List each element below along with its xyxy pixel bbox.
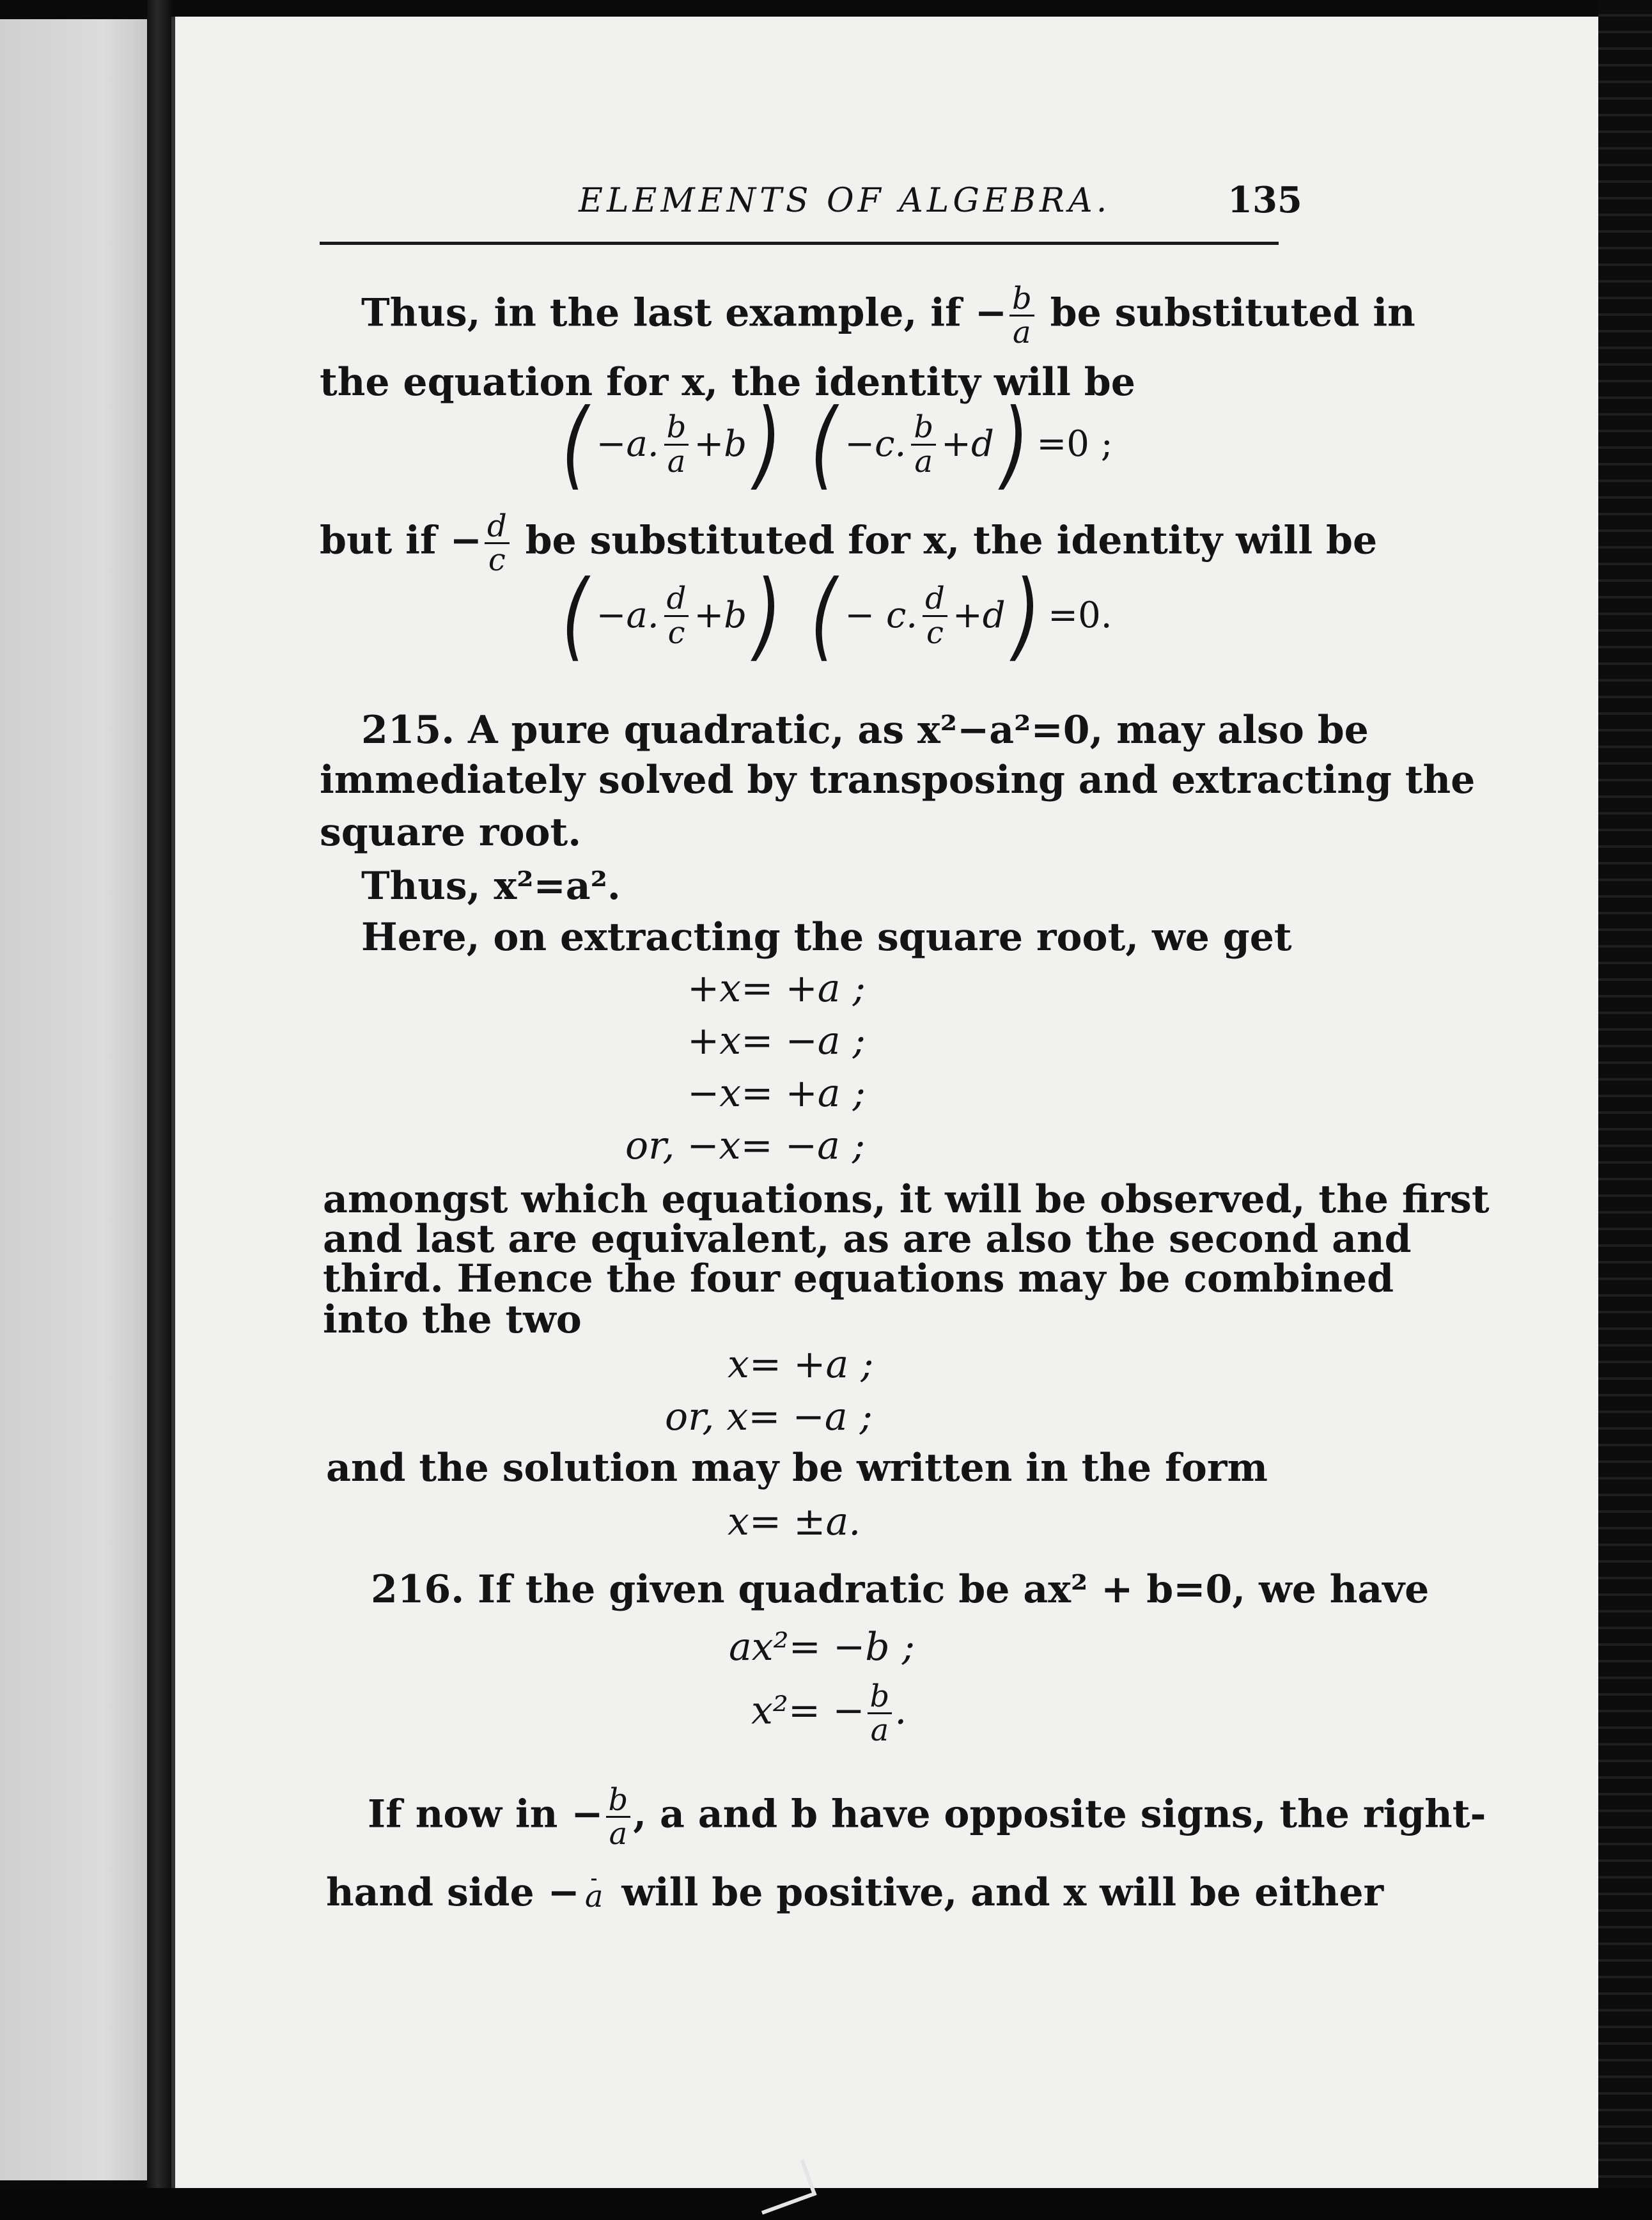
running-header: ELEMENTS OF ALGEBRA. [579,182,1111,220]
fraction [923,582,947,649]
numerator: d [485,510,510,544]
paragraph-line: square root. [320,810,582,855]
text-run: A pure quadratic, as x²−a²=0, may also be [468,708,1369,753]
fraction [664,411,689,478]
section-number: 216. [371,1567,465,1612]
denominator: a [870,1712,889,1749]
close-paren: ) [754,389,781,500]
fraction [664,582,689,649]
eq-term: =0 ; [1036,423,1113,465]
eq-term: −c. [845,423,907,465]
denominator: c [667,614,685,651]
root-equation: or, −x= −a ; [625,1123,866,1168]
quadratic-equation: ax²= −b ; [729,1625,915,1669]
fraction [485,510,510,577]
numerator: b [606,1784,631,1818]
eq-term: +b [694,423,747,465]
eq-term: x²= − [751,1688,865,1733]
open-paren: ( [810,389,837,500]
combined-equation: or, x= −a ; [665,1395,873,1439]
denominator: a [584,1878,604,1914]
header-rule [320,242,1279,245]
numerator: b [664,411,689,445]
paragraph-line [368,1784,1486,1850]
open-paren: ( [561,389,588,500]
fraction [606,1784,631,1850]
root-equation: −x= +a ; [687,1071,866,1116]
paragraph-line: Thus, x²=a². [361,864,621,909]
section-215-line-1 [361,708,1369,753]
paragraph-line [320,510,1377,577]
fraction [582,1879,606,1912]
root-equation: +x= +a ; [687,966,866,1011]
paragraph-line: into the two [323,1297,582,1342]
paragraph-line [361,283,1415,349]
paragraph-line: third. Hence the four equations may be combined [323,1256,1394,1301]
numerator: d [664,582,689,616]
paragraph-line: the equation for x, the identity will be [320,360,1135,405]
paragraph-line: Here, on extracting the square root, we get [361,915,1292,960]
denominator: a [914,443,933,480]
text-run: Thus, in the last example, if [361,290,962,336]
text-run: If now in − [368,1792,604,1837]
denominator: c [926,614,944,651]
paragraph-line: amongst which equations, it will be observed, the first [323,1177,1490,1222]
paragraph-line [326,1870,1384,1915]
eq-term: − c. [845,595,918,636]
numerator: b [911,411,936,445]
text-run: will be positive, and x will be either [621,1870,1384,1915]
combined-equation: x= +a ; [728,1342,874,1387]
book-gutter [147,0,173,2220]
root-equation: +x= −a ; [687,1019,866,1063]
eq-term: −a. [596,423,659,465]
solution-equation: x= ±a. [728,1499,861,1544]
open-paren: ( [561,560,588,671]
text-run: but if − [320,518,482,563]
eq-term: . [894,1688,907,1733]
numerator: d [923,582,947,616]
quadratic-equation [751,1680,907,1747]
paragraph-line: immediately solved by transposing and extracting the [320,758,1476,802]
identity-equation-2 [556,560,1112,671]
open-paren: ( [810,560,837,671]
paragraph-line: and the solution may be written in the form [326,1446,1268,1490]
text-run: be substituted in [1050,290,1415,336]
close-paren: ) [1002,389,1029,500]
eq-term: +d [952,595,1006,636]
section-number: 215. [361,708,455,753]
close-paren: ) [1013,560,1040,671]
scan-bottom-border [0,2188,1652,2220]
eq-term: +b [694,595,747,636]
denominator: c [488,542,506,579]
page-number: 135 [1227,179,1302,221]
text-run: hand side − [326,1870,580,1915]
text-run: , a and b have opposite signs, the right- [633,1792,1486,1837]
numerator: b [1009,283,1034,317]
fraction [911,411,936,478]
minus-sign: − [974,290,1007,336]
text-run: be substituted for x, the identity will be [525,518,1378,563]
text-run: If the given quadratic be ax² + b=0, we have [478,1567,1430,1612]
denominator: a [1013,315,1031,351]
paragraph-line: and last are equivalent, as are also the second and [323,1217,1412,1262]
close-paren: ) [754,560,781,671]
fraction [1009,283,1034,349]
denominator: a [609,1816,628,1852]
eq-term: =0. [1048,595,1112,636]
fraction [868,1680,892,1747]
section-216-line-1 [371,1567,1430,1612]
page-stack-edge [1598,0,1652,2220]
eq-term: +d [941,423,994,465]
identity-equation-1 [556,389,1113,500]
eq-term: −a. [596,595,659,636]
numerator: b [868,1680,892,1714]
denominator: a [667,443,686,480]
